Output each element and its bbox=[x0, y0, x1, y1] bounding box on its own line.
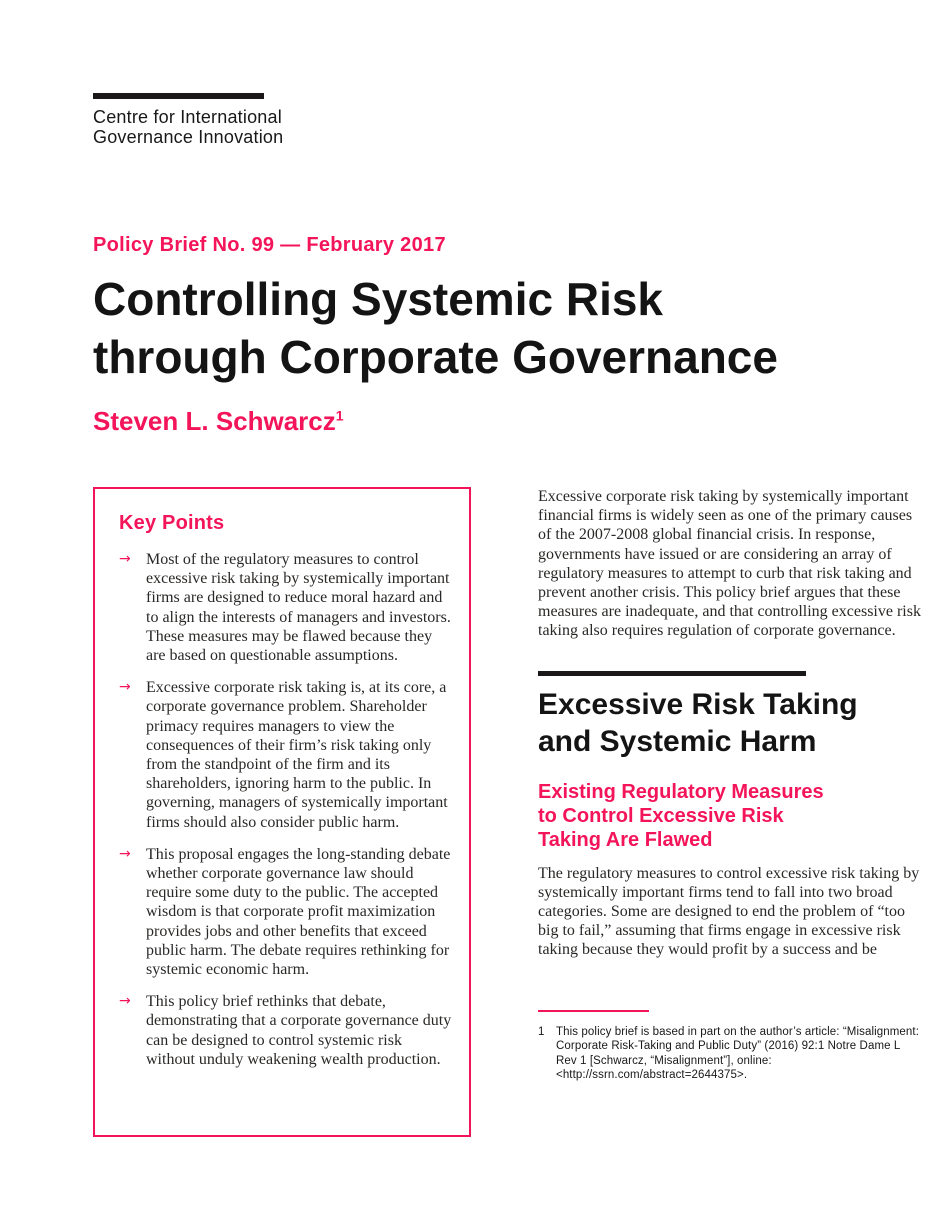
key-point-item bbox=[119, 845, 453, 979]
intro-paragraph: Excessive corporate risk taking by systemically important financial firms is widely seen as one of the primary causes of the 2007-2008 global financial crisis. In response, governments have issued or are considering an array of regulatory measures to attempt to curb that risk taking and prevent another crisis. This policy brief argues that these measures are inadequate, and that controlling excessive risk taking also requires regulation of corporate governance. bbox=[538, 488, 921, 640]
arrow-bullet-icon: → bbox=[119, 993, 131, 1010]
footnote-divider bbox=[538, 1010, 649, 1012]
section-subheading-line2: to Control Excessive Risk bbox=[538, 804, 784, 827]
footnote-text: This policy brief is based in part on the author’s article: “Misalignment: Corporate Risk-Taking and Public Duty” (2016) 92:1 Notre Dame L Rev 1 [Schwarcz, “Misalignment”], online: <http://ssrn.com/abstract=2644375>. bbox=[556, 1025, 920, 1082]
key-points-heading: Key Points bbox=[119, 512, 225, 534]
footnote bbox=[538, 1025, 921, 1083]
arrow-bullet-icon: → bbox=[119, 679, 131, 696]
author-name: Steven L. Schwarcz bbox=[93, 406, 336, 436]
arrow-bullet-icon: → bbox=[119, 551, 131, 567]
key-point-item bbox=[119, 678, 453, 832]
cigi-logo bbox=[93, 93, 283, 147]
content-columns bbox=[93, 487, 921, 1137]
body-paragraph: The regulatory measures to control excessive risk taking by systemically important firms tend to fall into two broad categories. Some are designed to end the problem of “too big to fail,” assuming that firms engage in excessive risk taking because they would profit by a success and be bbox=[538, 864, 920, 959]
footnote-ref-superscript: 1 bbox=[335, 407, 344, 424]
main-column bbox=[538, 487, 921, 1137]
section-divider-bar bbox=[538, 671, 806, 676]
logo-text-line1: Centre for International bbox=[93, 107, 282, 127]
page-title-line1: Controlling Systemic Risk bbox=[93, 273, 664, 325]
key-point-text: Excessive corporate risk taking is, at its core, a corporate governance problem. Shareholder primacy requires managers to view the consequences of their firm’s risk taking only from the standpoint of the firm and its shareholders, ignoring harm to the public. In governing, managers of systemically important firms should also consider public harm. bbox=[146, 679, 448, 831]
section-subheading bbox=[538, 780, 921, 852]
key-points-box bbox=[93, 487, 471, 1137]
footnote-number: 1 bbox=[538, 1025, 545, 1038]
section-subheading-line1: Existing Regulatory Measures bbox=[538, 780, 824, 803]
section-heading-line1: Excessive Risk Taking bbox=[538, 687, 858, 721]
logo-text-line2: Governance Innovation bbox=[93, 127, 284, 147]
issue-kicker: Policy Brief No. 99 — February 2017 bbox=[93, 234, 446, 256]
section-heading bbox=[538, 686, 921, 760]
arrow-bullet-icon: → bbox=[119, 845, 131, 862]
page-title-line2: through Corporate Governance bbox=[93, 331, 778, 383]
key-point-item bbox=[119, 550, 453, 665]
footnote-block bbox=[538, 1010, 921, 1083]
logo-top-bar bbox=[93, 93, 264, 99]
page-title bbox=[93, 270, 778, 386]
key-point-text: This policy brief rethinks that debate, demonstrating that a corporate governance duty can be designed to control systemic risk without unduly weakening wealth production. bbox=[146, 993, 452, 1068]
section-subheading-line3: Taking Are Flawed bbox=[538, 828, 713, 851]
key-point-item bbox=[119, 992, 453, 1069]
logo-text bbox=[93, 107, 283, 147]
author-byline bbox=[93, 406, 344, 437]
section-heading-line2: and Systemic Harm bbox=[538, 724, 817, 758]
key-point-text: This proposal engages the long-standing debate whether corporate governance law should require some duty to the public. The accepted wisdom is that corporate profit maximization provides jobs and other benefits that exceed public harm. The debate requires rethinking for systemic economic harm. bbox=[146, 845, 451, 979]
key-point-text: Most of the regulatory measures to control excessive risk taking by systemically important firms are designed to reduce moral hazard and to align the interests of managers and investors. These measures may be flawed because they are based on questionable assumptions. bbox=[146, 551, 451, 665]
